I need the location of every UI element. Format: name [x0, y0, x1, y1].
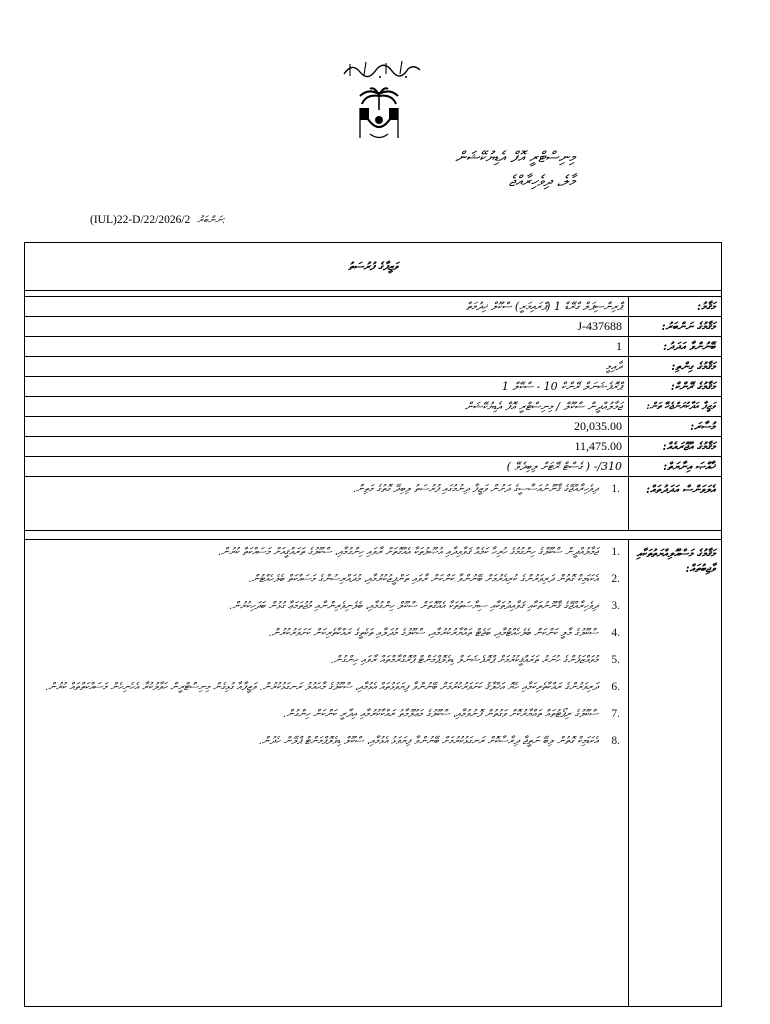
item-number: 5. — [611, 654, 620, 666]
list-item — [25, 544, 622, 560]
item-text: ޖަމާލުއްދީން ސްކޫލްގެ ހިންގުމުގެ ހުރިހާ ކަމެއް ޤަވާއިދާއި އުޞޫލުތަކާ އެއްގޮތަށް ރާވައި ހިންގުމާއި، ސްކޫލުގެ ތަރައްޤީއަށް މަސައްކަތް ކުރުން. — [217, 546, 598, 558]
field-value: ޖަމާލުއްދީން ސްކޫލް / މިނިސްޓްރީ އޮފް އެޑިޔުކޭޝަން — [25, 397, 629, 417]
table-row — [25, 297, 722, 317]
table-row — [25, 417, 722, 437]
purpose-cell — [25, 477, 629, 531]
reference-label: ނަންބަރު: — [197, 215, 226, 226]
item-text: ދަރިވަރުންގެ ރައްކާތެރިކަމާއި ހެޔޮ އަޚްލާޤު ކަށަވަރުކުރުމަށް ބޭނުންވާ ފިޔަވަޅުތައް އެޅުމާއި، ސްކޫލުގެ މާޙައުލު ރަނގަޅުކުރުން. ވަޒީފާއާ ގުޅިގެން މިނިސްޓްރީން ހަވާލުކުރާ އެހެނިހެން މަސައްކަތްތައް ކުރުން. — [44, 681, 598, 693]
vacancy-table — [24, 242, 722, 1007]
table-row — [25, 437, 722, 457]
table-row — [25, 457, 722, 477]
field-value: 1 — [25, 337, 629, 357]
item-text: ދިވެހިރާއްޖޭގެ ޤާނޫނުއަސާސީގެ ދަށުން ވަޒީފާ ދިނުމުގައި ފުރުސަތު ލިބިދޭ ގޮތުގެ މަތިން. — [352, 483, 598, 495]
reference-line — [90, 214, 270, 226]
item-number: 1. — [611, 483, 620, 495]
item-text: ސްކޫލުގެ ރިޕޯޓުތައް ތައްޔާރުކޮށް ވަގުތުން ފޮނުވުމާއި، ސްކޫލުގެ މަޢުލޫމާތު ރައްކާކުރުމާއި އިދާރީ ކަންކަން ހިންގުން. — [282, 708, 598, 720]
bismillah-calligraphy — [340, 56, 424, 82]
maldives-emblem — [352, 86, 406, 144]
item-number: 7. — [611, 708, 620, 720]
list-item — [25, 733, 622, 749]
purpose-list — [25, 481, 628, 497]
list-item — [25, 679, 622, 695]
item-number: 4. — [611, 627, 620, 639]
field-value: 20,035.00 — [25, 417, 629, 437]
item-number: 8. — [611, 735, 620, 747]
item-number: 6. — [611, 681, 620, 693]
item-number: 2. — [611, 573, 620, 585]
field-label: މަޤާމުގެ ގިންތި: — [629, 357, 722, 377]
list-item — [25, 481, 622, 497]
table-row — [25, 477, 722, 531]
office-city: މާލެ، ދިވެހިރާއްޖެ — [508, 172, 575, 190]
field-label: ޚާއްޞަ އިނާޔަތް: — [629, 457, 722, 477]
field-label: ވަޒީފާ އަދާކުރަންޖެހޭ ތަން: — [629, 397, 722, 417]
table-row — [25, 397, 722, 417]
table-row — [25, 357, 722, 377]
field-label: މަޤާމުގެ ނަންބަރު: — [629, 317, 722, 337]
field-value: J-437688 — [25, 317, 629, 337]
field-label: ބޭނުންވާ އަދަދު: — [629, 337, 722, 357]
field-value: ދާއިމީ — [25, 357, 629, 377]
item-text: މުވައްޒަފުންގެ ހުނަރު ތަރައްޤީކުރުމަށް ޕްރޮފެޝަނަލް ޑިވެލޮޕްމަންޓް ޕްރޮގްރާމްތައް ރާވައި ހިންގުން. — [330, 654, 598, 666]
item-text: އެކަޑަމިކް ގޮތުން ލިބޭ ނަތީޖާ ދިރާސާކޮށް ރަނގަޅުކުރުމަށް ބޭނުންވާ ފިޔަވަޅު އެޅުމާއި، ސްކޫލް ޑިވެލޮޕްމަންޓް ޕްލޭން ހެދުން. — [258, 735, 598, 747]
field-value: 310/- ( ގެސްޓް ރޭޓަށް ލިބިދެވޭ ) — [25, 457, 629, 477]
field-label: މަޤާމު: — [629, 297, 722, 317]
table-row — [25, 377, 722, 397]
list-item — [25, 625, 622, 641]
field-label: މަޤާމުގެ ރޭންކް: — [629, 377, 722, 397]
field-label: މުސާރަ: — [629, 417, 722, 437]
list-item — [25, 598, 622, 614]
table-row — [25, 337, 722, 357]
conditions-cell — [25, 540, 629, 1007]
table-row — [25, 317, 722, 337]
list-item — [25, 652, 622, 668]
list-item — [25, 706, 622, 722]
reference-number: (IUL)22-D/22/2026/2 — [90, 214, 191, 226]
office-name: މިނިސްޓްރީ އޮފް އެޑިޔުކޭޝަން — [455, 148, 575, 166]
table-row — [25, 540, 722, 1007]
conditions-list — [25, 544, 628, 749]
item-text: ދިވެހިރާއްޖޭގެ ޤާނޫނުތަކާއި ޤަވާއިދުތަކާއި ސިޔާސަތުތަކާ އެއްގޮތަށް ސްކޫލް ހިންގުމާއި، ބެލެނިވެރިންނާއި މުޖުތަމަޢާ ގުޅުން ބަދަހިކުރުން. — [228, 600, 598, 612]
item-number: 1. — [611, 546, 620, 558]
table-spacer — [25, 531, 722, 540]
item-text: ސްކޫލުގެ މާލީ ކަންކަން ބެލެހެއްޓުމާއި، ބަޖެޓް ތައްޔާރުކުރުމާއި، ސްކޫލުގެ މުދަލާއި ތަކެތީގެ ރައްކާތެރިކަން ކަށަވަރުކުރުން. — [268, 627, 598, 639]
form-title: ވަޒީފާގެ ފުރުސަތު — [25, 243, 722, 291]
field-value: ޕްރޮފެޝަނަލް ރޭންކް 10 - ސްކޭލް 1 — [25, 377, 629, 397]
field-label: މަޤާމުގެ އުޖޫރައެއް: — [629, 437, 722, 457]
item-number: 3. — [611, 600, 620, 612]
field-value: 11,475.00 — [25, 437, 629, 457]
list-item — [25, 571, 622, 587]
purpose-label: އެލަވަންސް އަދަދުތައް: — [629, 477, 722, 531]
conditions-label: މަޤާމުގެ މަސްއޫލިއްޔަތުތަކާއި ވާޖިބުތައް: — [629, 540, 722, 1007]
field-value: ޕްރިންސިޕަލް ގްރޭޑް 1 (ޕްރައިމަރީ) ސްކޫލް ޚިދުމަތް — [25, 297, 629, 317]
item-text: އެކަޑަމިކް ގޮތުން ދަރިވަރުންގެ ކުރިއެރުމަށް ބޭނުންވާ ކަންކަން ރާވައި ތަންފީޒުކުރުމާއި، މުދައްރިސުންގެ މަސައްކަތް ބެލެހެއްޓުން. — [248, 573, 598, 585]
